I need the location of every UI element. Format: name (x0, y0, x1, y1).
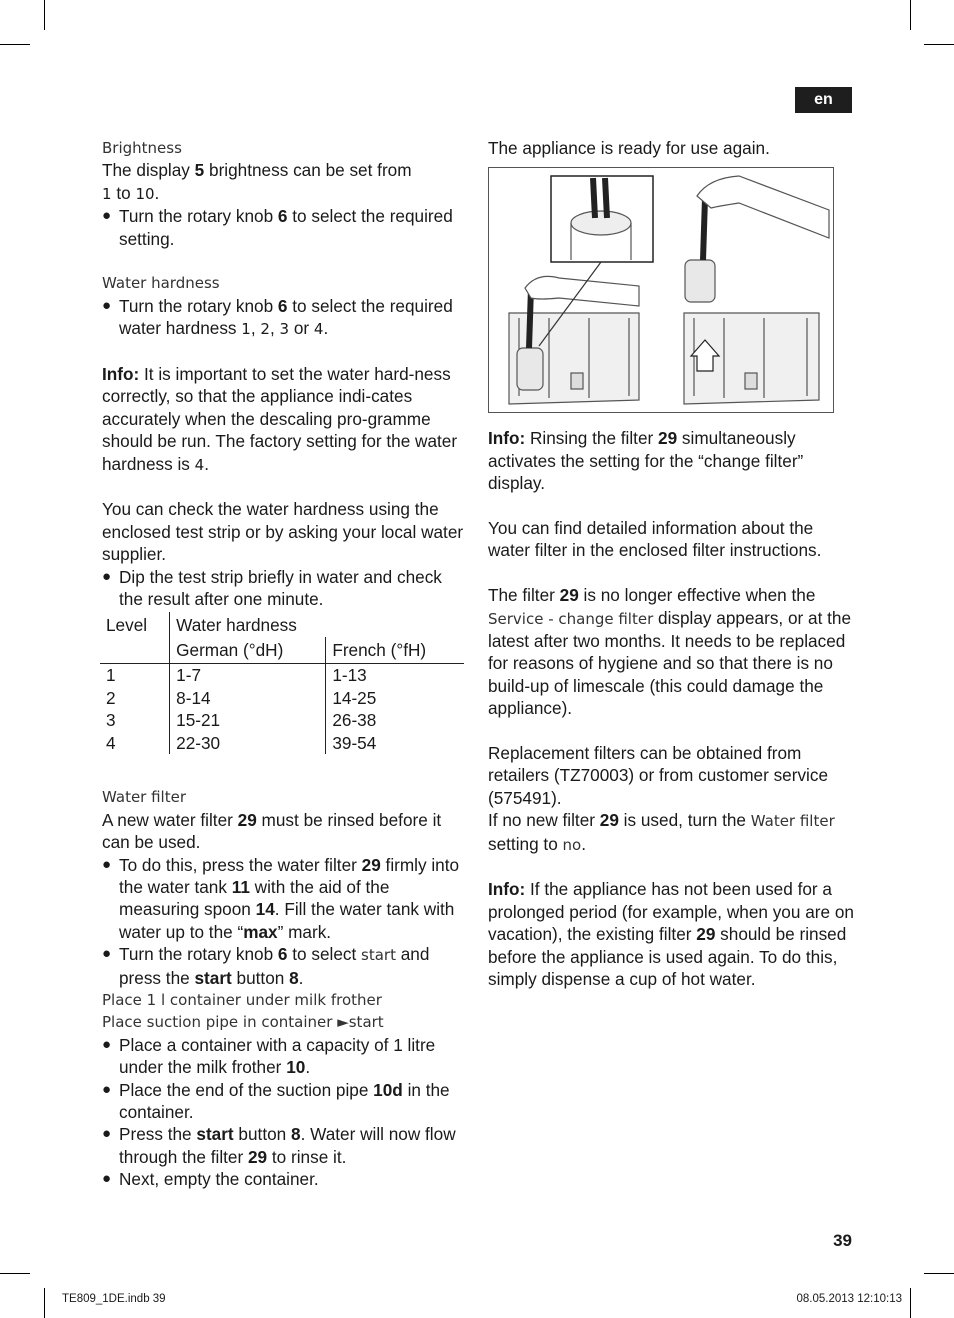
crop-mark (924, 1273, 954, 1274)
water-filter-intro: A new water filter 29 must be rinsed before it can be used. (102, 809, 442, 853)
test-strip-bullet: ● Dip the test strip briefly in water and check the result after one minute. (102, 566, 464, 611)
crop-mark (910, 1288, 911, 1318)
water-filter-heading: Water filter (102, 788, 187, 807)
replacement-text: Replacement filters can be obtained from retailers (TZ70003) or from customer service (575491). (488, 743, 829, 808)
table-row: 3 15-21 26-38 (100, 709, 464, 731)
col-header-german: German (°dH) (170, 637, 326, 664)
crop-mark (910, 0, 911, 30)
crop-mark (44, 1288, 45, 1318)
left-column (102, 137, 464, 1191)
brightness-heading: Brightness (102, 139, 182, 157)
col-header-level: Level (100, 612, 170, 663)
water-filter-bullet: ● Place the end of the suction pipe 10d in the container. (102, 1079, 464, 1124)
water-hardness-heading: Water hardness (102, 274, 220, 293)
col-header-french: French (°fH) (326, 637, 464, 664)
water-filter-bullet: ● Turn the rotary knob 6 to select start and press the start button 8. (102, 943, 464, 989)
table-row: 1 1-7 1-13 (100, 664, 464, 687)
crop-mark (924, 44, 954, 45)
footer-date: 08.05.2013 12:10:13 (796, 1293, 902, 1305)
water-hardness-check: You can check the water hardness using the enclosed test strip or by asking your local water supplier. (102, 499, 464, 565)
footer-file: TE809_1DE.indb 39 (62, 1293, 166, 1305)
water-filter-bullet: ● To do this, press the water filter 29 firmly into the water tank 11 with the aid of the measuring spoon 14. Fill the water tank with water up to the “max” mark. (102, 854, 464, 944)
detail-text: You can find detailed information about the water filter in the enclosed filter instructions. (488, 518, 822, 561)
hardness-table (100, 612, 464, 753)
filter-effective-text: The filter 29 is no longer effective when the Service - change filter display appears, or at the latest after two months. It needs to be replaced for reasons of hygiene and so that there is no build-up of limescale (this could damage the appliance). (488, 585, 852, 719)
language-tab: en (795, 87, 852, 113)
crop-mark (44, 0, 45, 30)
no-filter-text: If no new filter 29 is used, turn the Water filter setting to no. (488, 810, 835, 854)
filter-rinse-illustration (489, 168, 833, 412)
info-unused: Info: If the appliance has not been used for a prolonged period (for example, when you are on vacation), the existing filter 29 should be rinsed before the appliance is used again. To do this, simply dispense a cup of hot water. (488, 879, 854, 990)
water-hardness-info: Info: It is important to set the water hard-ness correctly, so that the appliance indi-cates accurately when the descaling pro-gramme should be run. The factory setting for the water hardness is 4. (102, 364, 458, 474)
info-rinsing: Info: Rinsing the filter 29 simultaneously activates the setting for the “change filter” display. (488, 428, 804, 494)
crop-mark (0, 44, 30, 45)
right-column (488, 137, 858, 991)
water-filter-bullet: ● Place a container with a capacity of 1 litre under the milk frother 10. (102, 1034, 464, 1079)
crop-mark (0, 1273, 30, 1274)
ready-text: The appliance is ready for use again. (488, 138, 770, 158)
display-message: Place 1 l container under milk frother (102, 990, 382, 1009)
water-hardness-bullet: ● Turn the rotary knob 6 to select the required water hardness 1, 2, 3 or 4. (102, 295, 464, 341)
brightness-text: The display 5 brightness can be set from 1 to 10. (102, 160, 412, 203)
water-filter-bullet: ● Next, empty the container. (102, 1168, 464, 1190)
water-filter-bullet: ● Press the start button 8. Water will now flow through the filter 29 to rinse it. (102, 1123, 464, 1168)
table-row: 4 22-30 39-54 (100, 732, 464, 754)
brightness-bullet: ● Turn the rotary knob 6 to select the required setting. (102, 205, 464, 250)
page-number: 39 (833, 1231, 852, 1250)
col-header-water-hardness: Water hardness (170, 612, 464, 636)
display-message: Place suction pipe in container ►start (102, 1013, 384, 1032)
filter-illustration (488, 167, 834, 413)
table-row: 2 8-14 14-25 (100, 687, 464, 709)
